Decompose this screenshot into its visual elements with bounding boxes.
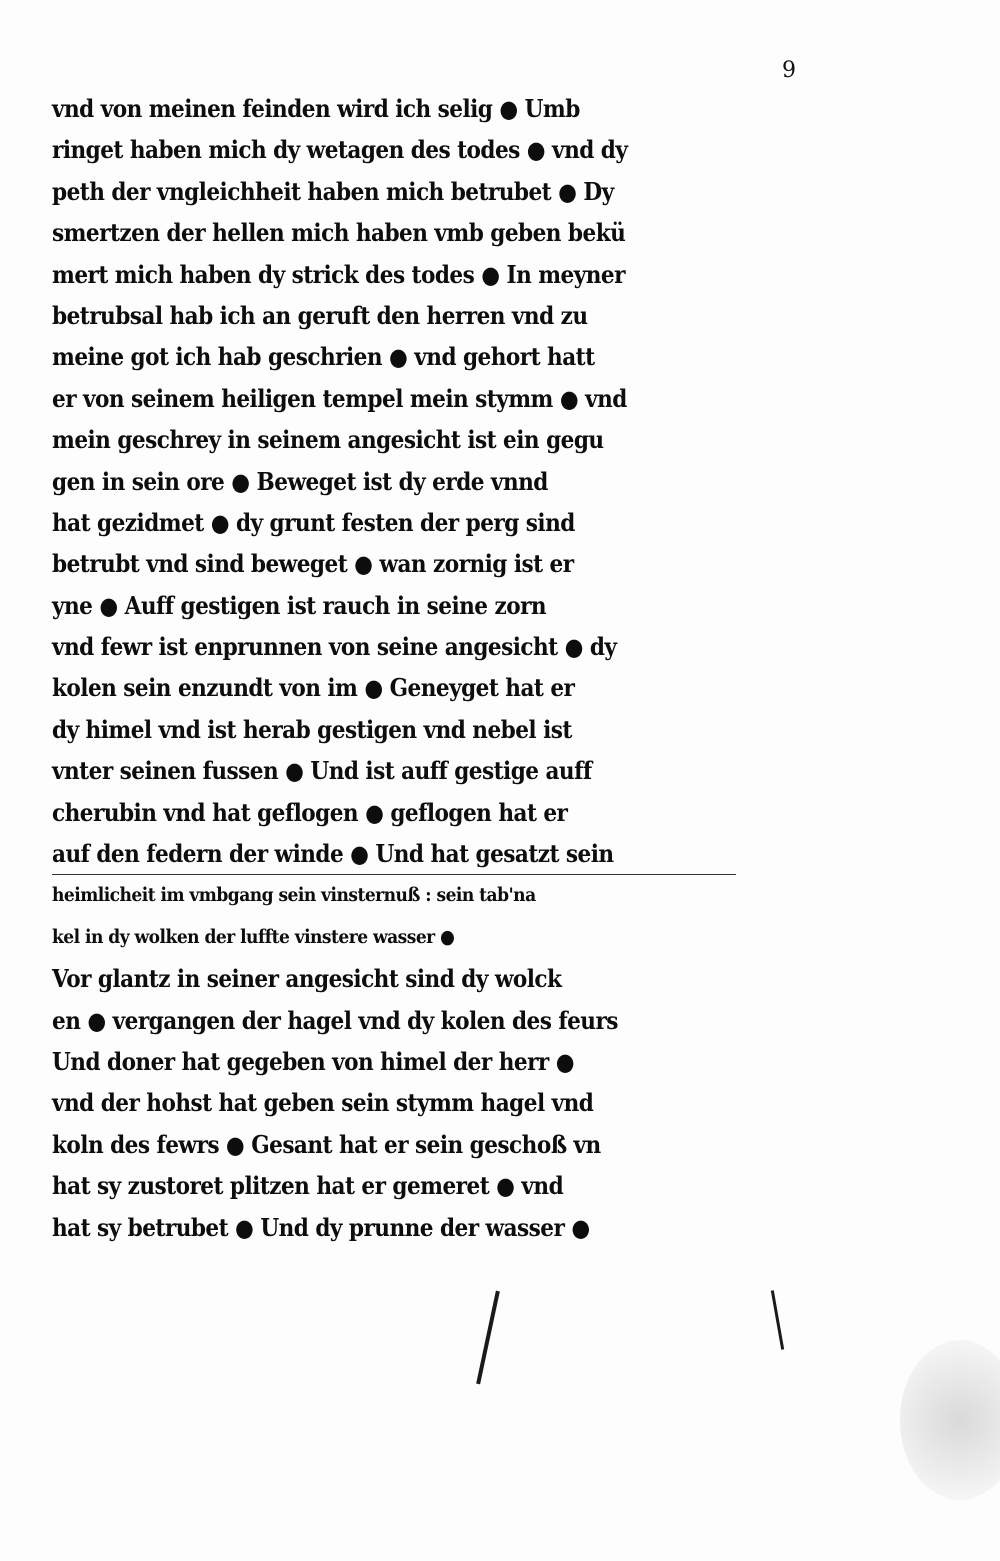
- text-line: hat sy zustoret plitzen hat er gemeret ● vnd: [52, 1171, 564, 1201]
- text-line: smertzen der hellen mich haben vmb geben bekü: [52, 218, 626, 248]
- pen-stroke: [476, 1291, 500, 1385]
- text-line: kel in dy wolken der luffte vinstere wasser ●: [52, 925, 455, 948]
- text-line: yne ● Auff gestigen ist rauch in seine zorn: [52, 590, 547, 620]
- text-line: betrubsal hab ich an geruft den herren vnd zu: [52, 300, 588, 330]
- text-line: hat gezidmet ● dy grunt festen der perg sind: [52, 507, 575, 537]
- text-line: vnd der hohst hat geben sein stymm hagel vnd: [52, 1088, 594, 1118]
- text-line: Vor glantz in seiner angesicht sind dy wolck: [52, 964, 562, 994]
- text-line: mein geschrey in seinem angesicht ist ein gegu: [52, 425, 604, 455]
- text-line: gen in sein ore ● Beweget ist dy erde vnnd: [52, 466, 548, 496]
- page-stain: [900, 1340, 1000, 1500]
- pen-stroke: [771, 1290, 784, 1350]
- text-line: kolen sein enzundt von im ● Geneyget hat er: [52, 673, 575, 703]
- text-line: heimlicheit im vmbgang sein vinsternuß : sein tab'na: [52, 874, 736, 916]
- text-line: auf den federn der winde ● Und hat gesatzt sein: [52, 839, 614, 869]
- text-line: koln des fewrs ● Gesant hat er sein geschoß vn: [52, 1129, 601, 1159]
- text-line: meine got ich hab geschrien ● vnd gehort hatt: [52, 342, 595, 372]
- text-line: hat sy betrubet ● Und dy prunne der wasser ●: [52, 1212, 590, 1242]
- text-line: en ● vergangen der hagel vnd dy kolen des feurs: [52, 1005, 618, 1035]
- folio-number: 9: [782, 58, 796, 83]
- text-line: vnd von meinen feinden wird ich selig ● Umb: [52, 94, 580, 123]
- text-line: ringet haben mich dy wetagen des todes ● vnd dy: [52, 135, 628, 165]
- text-line: mert mich haben dy strick des todes ● In meyner: [52, 259, 625, 289]
- text-line: cherubin vnd hat geflogen ● geflogen hat er: [52, 797, 568, 827]
- text-line: vnd fewr ist enprunnen von seine angesicht ● dy: [52, 632, 617, 662]
- text-line: betrubt vnd sind beweget ● wan zornig ist er: [52, 549, 574, 579]
- text-line: er von seinem heiligen tempel mein stymm ● vnd: [52, 383, 627, 413]
- text-line: peth der vngleichheit haben mich betrubet ● Dy: [52, 176, 614, 206]
- text-line: vnter seinen fussen ● Und ist auff gestige auff: [52, 756, 592, 786]
- manuscript-text-block: [52, 88, 812, 1248]
- text-line: dy himel vnd ist herab gestigen vnd nebel ist: [52, 714, 572, 744]
- text-line: Und doner hat gegeben von himel der herr ●: [52, 1046, 575, 1076]
